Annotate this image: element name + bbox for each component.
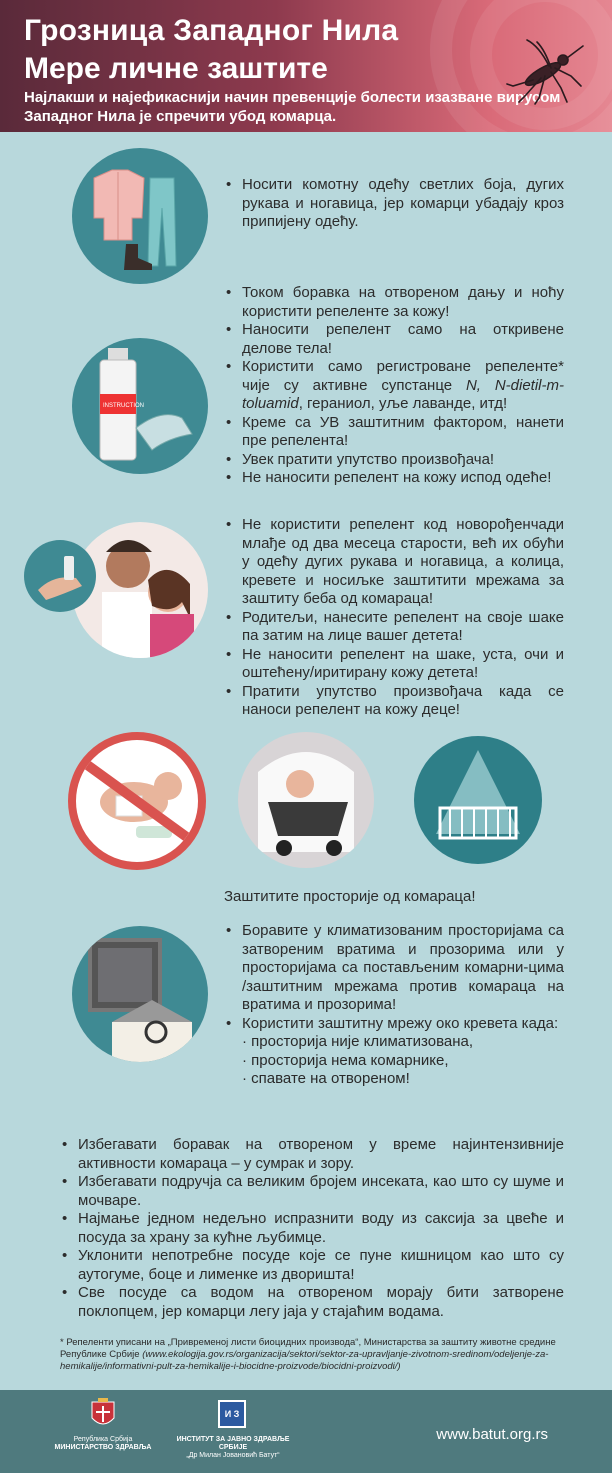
window-net-icon (72, 926, 208, 1062)
header-banner (0, 0, 612, 132)
stroller-icon (238, 732, 374, 868)
bed-net-condition: · просторија није климатизована, (242, 1033, 474, 1050)
hand-icon (24, 540, 96, 612)
institute-name: ИНСТИТУТ ЗА ЈАВНО ЗДРАВЉЕ СРБИЈЕ (176, 1436, 290, 1451)
no-repellent-baby-illustration (68, 732, 206, 870)
rooms-tip: • Користити заштитну мрежу око кревета када: (224, 1015, 564, 1034)
crib-icon (414, 736, 542, 864)
repellent-substance: N, N-dietil-m-toluamid (242, 376, 564, 412)
window-screen-illustration (72, 926, 208, 1062)
repellent-tip: • Током боравка на отвореном дању и ноћу користити репеленте за кожу! (224, 284, 564, 321)
mosquito-icon (505, 36, 587, 106)
general-tip: • Најмање једном недељно испразнити воду из саксија за цвеће и посуда за храну за кућне љубимце. (60, 1210, 564, 1247)
footnote-text: * Репеленти уписани на „Привременој листи биоцидних производа“, Министарства за заштиту животне средине Републике Србије (60, 1337, 556, 1360)
repellent-tip: • Креме са УВ заштитним фактором, нанети пре репелента! (224, 414, 564, 451)
clothing-illustration (72, 148, 208, 284)
repellent-tip: • Увек пратити упутство произвођача! (224, 451, 564, 470)
rooms-heading: Заштитите просторије од комараца! (224, 888, 476, 905)
hand-spray-inset (24, 540, 96, 612)
repellent-text-end: , гераниол, уље лаванде, итд! (298, 395, 508, 412)
rooms-tip: • Боравите у климатизованим просторијама са затвореним вратима и прозорима или у просторијама са постављеним комарни-цима /заштитним мрежама против комараца на вратима и прозорима! (224, 922, 564, 1015)
bed-net-condition: · просторија нема комарнике, (242, 1051, 449, 1069)
repellent-illustration (72, 338, 208, 474)
children-tip: • Не наносити репелент на шаке, уста, очи и оштећену/иритирану кожу детета! (224, 646, 564, 683)
repellent-tip: • Не наносити репелент на кожу испод одеће! (224, 469, 564, 488)
footer-bar (0, 1390, 612, 1473)
general-tip: • Све посуде са водом на отвореном морају бити затворене поклопцем, јер комарци легу јаја у стајаћим водама. (60, 1284, 564, 1321)
spray-label: INSTRUCTION (103, 403, 144, 409)
ministry-country: Република Србија (73, 1436, 133, 1443)
shirt-pants-boot-icon (72, 148, 208, 284)
repellent-text: Користити само регистроване репеленте* чије су активне супстанце (242, 358, 564, 394)
repellent-tip: • Наносити репелент само на откривене делове тела! (224, 321, 564, 358)
crib-net-illustration (414, 736, 542, 864)
bed-net-condition: · спавате на отвореном! (242, 1070, 410, 1087)
registered-repellent-tip (224, 358, 564, 414)
serbia-coat-of-arms-icon (90, 1398, 116, 1432)
children-tip: • Не користити репелент код новорођенчади млађе од два месеца старости, већ их обући у одећу дугих рукава и ногавица, а колица, креветe и носиљке заштитити мрежама за заштиту беба од комараца! (224, 516, 564, 609)
ministry-name: МИНИСТАРСТВО ЗДРАВЉА (54, 1444, 152, 1451)
institute-subtitle: „Др Милан Јовановић Батут“ (186, 1452, 280, 1459)
institute-logo (168, 1436, 298, 1460)
website-link[interactable]: www.batut.org.rs (436, 1426, 548, 1443)
footnote-link[interactable]: (www.ekologija.gov.rs/organizacija/sektori/sektor-za-upravljanje-zivotnom-sredinom/odeljenje-za-hemikalije/informativni-pult-za-hemikalije-i-biocidne-proizvode/biocidni-proizvodi/) (60, 1349, 549, 1372)
baby-prohibited-icon (76, 740, 198, 862)
page-title: Грозница Западног Нила (24, 14, 399, 47)
general-tip: • Уклонити непотребне посуде које се пуне кишницом као што су аутогуме, боце и лименке из дворишта! (60, 1247, 564, 1284)
children-tip: • Пратити упутство произвођача када се наноси репелент на кожу деце! (224, 683, 564, 720)
clothing-tip: • Носити комотну одећу светлих боја, дугих рукава и ногавица, јер комарци убадају кроз припијену одећу. (224, 176, 564, 232)
children-tip: • Родитељи, нанесите репелент на своје шаке па затим на лице вашег детета! (224, 609, 564, 646)
institute-logo-icon: И З (218, 1400, 246, 1428)
general-tip: • Избегавати боравак на отвореном у време најинтензивније активности комараца – у сумрак и зору. (60, 1136, 564, 1173)
stroller-net-illustration (238, 732, 374, 868)
intro-text: Најлакши и најефикаснији начин превенције болести изазване вирусом Западног Нила је спречити убод комарца. (24, 89, 561, 125)
ministry-logo (48, 1436, 158, 1452)
footnote (60, 1337, 580, 1373)
general-tip: • Избегавати подручја са великим бројем инсеката, као што су шуме и мочваре. (60, 1173, 564, 1210)
spray-can-icon (72, 338, 208, 474)
page-subtitle-title: Мере личне заштите (24, 52, 328, 85)
